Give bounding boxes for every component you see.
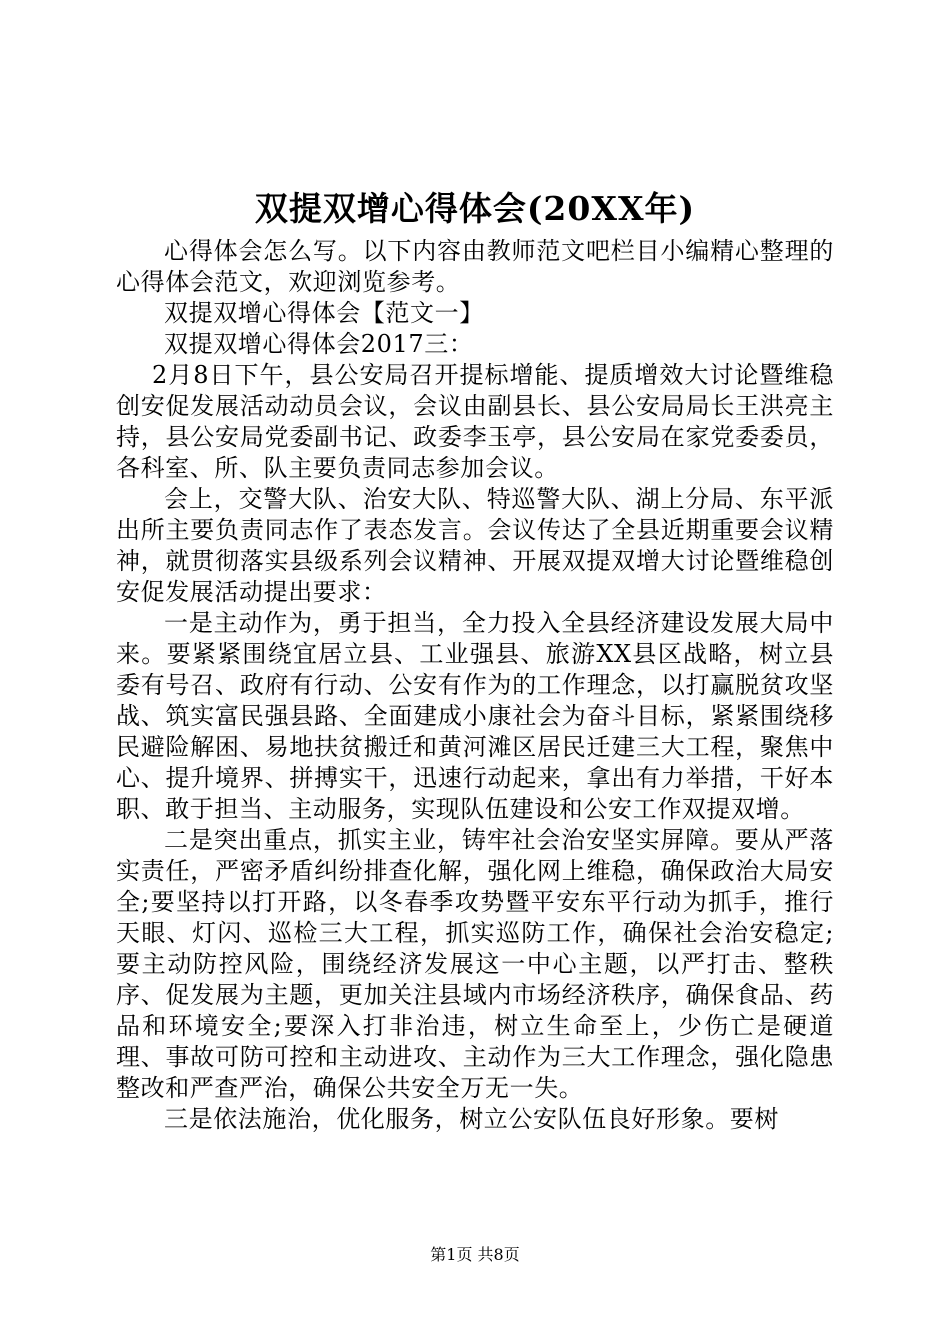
paragraph-sample-heading: 双提双增心得体会【范文一】 [164, 299, 484, 327]
paragraph-statements: 会上，交警大队、治安大队、特巡警大队、湖上分局、东平派出所主要负责同志作了表态发言。会议传达了全县近期重要会议精神，就贯彻落实县级系列会议精神、开展双提双增大讨论暨维稳创安促发展活动提出要求： [116, 485, 834, 606]
paragraph-point-two: 二是突出重点，抓实主业，铸牢社会治安坚实屏障。要从严落实责任，严密矛盾纠纷排查化解，强化网上维稳，确保政治大局安全;要坚持以打开路，以冬春季攻势暨平安东平行动为抓手，推行天眼、灯闪、巡检三大工程，抓实巡防工作，确保社会治安稳定;要主动防控风险，围绕经济发展这一中心主题，以严打击、整秩序、促发展为主题，更加关注县域内市场经济秩序，确保食品、药品和环境安全;要深入打非治违，树立生命至上，少伤亡是硬道理、事故可防可控和主动进攻、主动作为三大工作理念，强化隐患整改和严查严治，确保公共安全万无一失。 [116, 826, 834, 1102]
page-number-footer: 第1页 共8页 [430, 1245, 520, 1264]
paragraph-point-one: 一是主动作为，勇于担当，全力投入全县经济建设发展大局中来。要紧紧围绕宜居立县、工业强县、旅游XX县区战略，树立县委有号召、政府有行动、公安有作为的工作理念，以打赢脱贫攻坚战、筑实富民强县路、全面建成小康社会为奋斗目标，紧紧围绕移民避险解困、易地扶贫搬迁和黄河滩区居民迁建三大工程，聚焦中心、提升境界、拼搏实干，迅速行动起来，拿出有力举措，干好本职、敢于担当、主动服务，实现队伍建设和公安工作双提双增。 [116, 609, 834, 823]
document-title: 双提双增心得体会(20XX年) [254, 189, 696, 228]
document-body [116, 236, 834, 1135]
paragraph-intro: 心得体会怎么写。以下内容由教师范文吧栏目小编精心整理的心得体会范文，欢迎浏览参考。 [116, 237, 834, 296]
paragraph-meeting: 2月8日下午，县公安局召开提标增能、提质增效大讨论暨维稳创安促发展活动动员会议，会议由副县长、县公安局局长王洪亮主持，县公安局党委副书记、政委李玉亭，县公安局在家党委委员，各科室、所、队主要负责同志参加会议。 [116, 361, 834, 482]
paragraph-point-three: 三是依法施治，优化服务，树立公安队伍良好形象。要树 [164, 1105, 779, 1133]
paragraph-subheading: 双提双增心得体会2017三： [164, 330, 474, 358]
